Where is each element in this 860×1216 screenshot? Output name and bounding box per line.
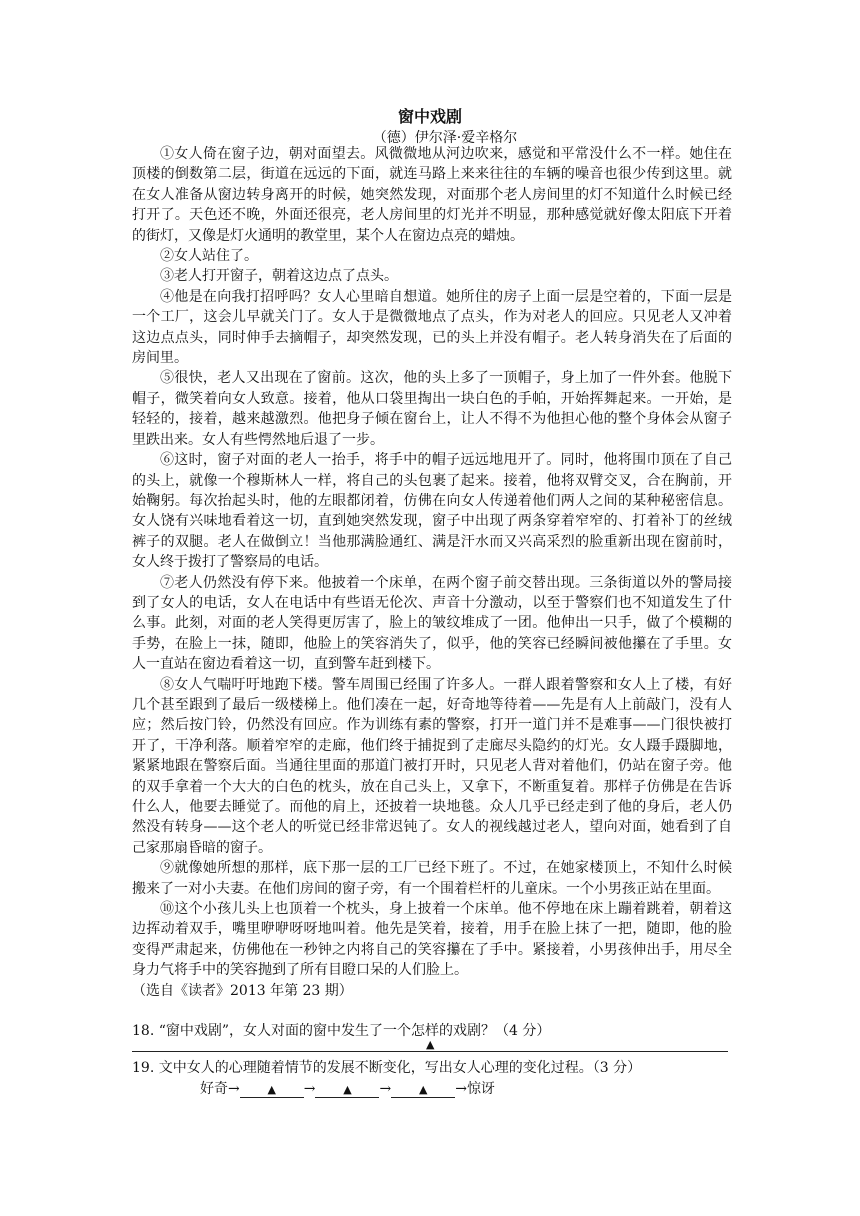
answer-line	[132, 1051, 728, 1052]
paragraph-4: ④他是在向我打招呼吗？女人心里暗自想道。她所住的房子上面一层是空着的，下面一层是一个工厂，这会儿早就关门了。女人于是微微地点了点头，作为对老人的回应。只见老人又冲着这边点点头，同时伸手去摘帽子，却突然发现，已的头上并没有帽子。老人转身消失在了后面的房间里。	[132, 288, 732, 367]
arrow-icon: →	[379, 1081, 392, 1097]
arrow-icon: →	[455, 1081, 467, 1097]
article-title: 窗中戏剧	[397, 107, 462, 126]
paragraph-8: ⑧女人气喘吁吁地跑下楼。警车周围已经围了许多人。一群人跟着警察和女人上了楼，有好几个甚至跟到了最后一级楼梯上。他们凑在一起，好奇地等待着——先是有人上前敲门，没有人应；然后按门铃，仍然没有回应。作为训练有素的警察，打开一道门并不是难事——门很快被打开了，干净利落。顺着窄窄的走廊，他们终于捕捉到了走廊尽头隐约的灯光。女人蹑手蹑脚地，紧紧地跟在警察后面。当通往里面的那道门被打开时，只见老人背对着他们，仍站在窗子旁。他的双手拿着一个大大的白色的枕头，放在自己头上，又拿下，不断重复着。那样子仿佛是在告诉什么人，他要去睡觉了。而他的肩上，还披着一块地毯。众人几乎已经走到了他的身后，老人仍然没有转身——这个老人的听觉已经非常迟钝了。女人的视线越过老人，望向对面，她看到了自己家那扇昏暗的窗子。	[132, 676, 732, 856]
paragraph-7: ⑦老人仍然没有停下来。他披着一个床单，在两个窗子前交替出现。三条街道以外的警局接到了女人的电话，女人在电话中有些语无伦次、声音十分激动，以至于警察们也不知道发生了什么事。此刻，对面的老人笑得更厉害了，脸上的皱纹堆成了一团。他伸出一只手，做了个模糊的手势，在脸上一抹，随即，他脸上的笑容消失了，似乎，他的笑容已经瞬间被他攥在了手里。女人一直站在窗边看着这一切，直到警车赶到楼下。	[132, 574, 732, 673]
arrow-icon: →	[228, 1081, 240, 1097]
paragraph-10: ⑩这个小孩儿头上也顶着一个枕头，身上披着一个床单。他不停地在床上蹦着跳着，朝着这边挥动着双手，嘴里咿咿呀呀地叫着。他先是笑着，接着，用手在脸上抹了一把，随即，他的脸变得严肃起来，仿佛他在一秒钟之内将自己的笑容攥在了手中。紧接着，小男孩伸出手，用尽全身力气将手中的笑容抛到了所有目瞪口呆的人们脸上。	[132, 901, 732, 979]
paragraph-6: ⑥这时，窗子对面的老人一抬手，将手中的帽子远远地甩开了。同时，他将围巾顶在了自己的头上，就像一个穆斯林人一样，将自己的头包裹了起来。接着，他将双臂交叉，合在胸前，开始鞠躬。每次抬起头时，他的左眼都闭着，仿佛在向女人传递着他们两人之间的某种秘密信息。女人饶有兴味地看着这一切，直到她突然发现，窗子中出现了两条穿着窄窄的、打着补丁的丝绒裤子的双腿。老人在做倒立！当他那满脸通红、满是汗水而又兴高采烈的脸重新出现在窗前时，女人终于拨打了警察局的电话。	[132, 452, 732, 571]
answer-blank-2[interactable]: ▲	[315, 1083, 379, 1098]
arrow-icon: →	[303, 1081, 316, 1097]
paragraph-5: ⑤很快，老人又出现在了窗前。这次，他的头上多了一顶帽子，身上加了一件外套。他脱下帽子，微笑着向女人致意。接着，他从口袋里掏出一块白色的手帕，开始挥舞起来。一开始，是轻轻的，接着，越来越激烈。他把身子倾在窗台上，让人不得不为他担心他的整个身体会从窗子里跌出来。女人有些愕然地后退了一步。	[132, 370, 732, 448]
article-author: （德）伊尔泽·爱辛格尔	[372, 130, 518, 146]
question-19: 19. 文中女人的心理随着情节的发展不断变化，写出女人心理的变化过程。（3 分）	[132, 1060, 642, 1076]
flow-end: 惊讶	[466, 1081, 495, 1097]
flow-start: 好奇	[200, 1081, 228, 1097]
article-body	[132, 144, 732, 1001]
answer-marker: ▲	[426, 1038, 435, 1051]
emotion-flow	[200, 1079, 495, 1099]
paragraph-9: ⑨就像她所想的那样，底下那一层的工厂已经下班了。不过，在她家楼顶上，不知什么时候搬来了一对小夫妻。在他们房间的窗子旁，有一个围着栏杆的儿童床。一个小男孩正站在里面。	[132, 860, 732, 897]
answer-blank-3[interactable]: ▲	[391, 1083, 455, 1098]
paragraph-3: ③老人打开窗子，朝着这边点了点头。	[160, 268, 398, 285]
article-source: （选自《读者》2013 年第 23 期）	[132, 982, 353, 999]
paragraph-1: ①女人倚在窗子边，朝对面望去。风微微地从河边吹来，感觉和平常没什么不一样。她住在顶楼的倒数第二层，街道在远远的下面，就连马路上来来往往的车辆的噪音也很少传到这里。就在女人准备从窗边转身离开的时候，她突然发现，对面那个老人房间里的灯不知道什么时候已经打开了。天色还不晚，外面还很亮，老人房间里的灯光并不明显，那种感觉就好像太阳底下开着的街灯，又像是灯火通明的教堂里，某个人在窗边点亮的蜡烛。	[132, 146, 732, 244]
question-18: 18. “窗中戏剧”，女人对面的窗中发生了一个怎样的戏剧？（4 分）	[132, 1023, 551, 1039]
paragraph-2: ②女人站住了。	[160, 248, 258, 265]
answer-blank-1[interactable]: ▲	[240, 1083, 304, 1098]
